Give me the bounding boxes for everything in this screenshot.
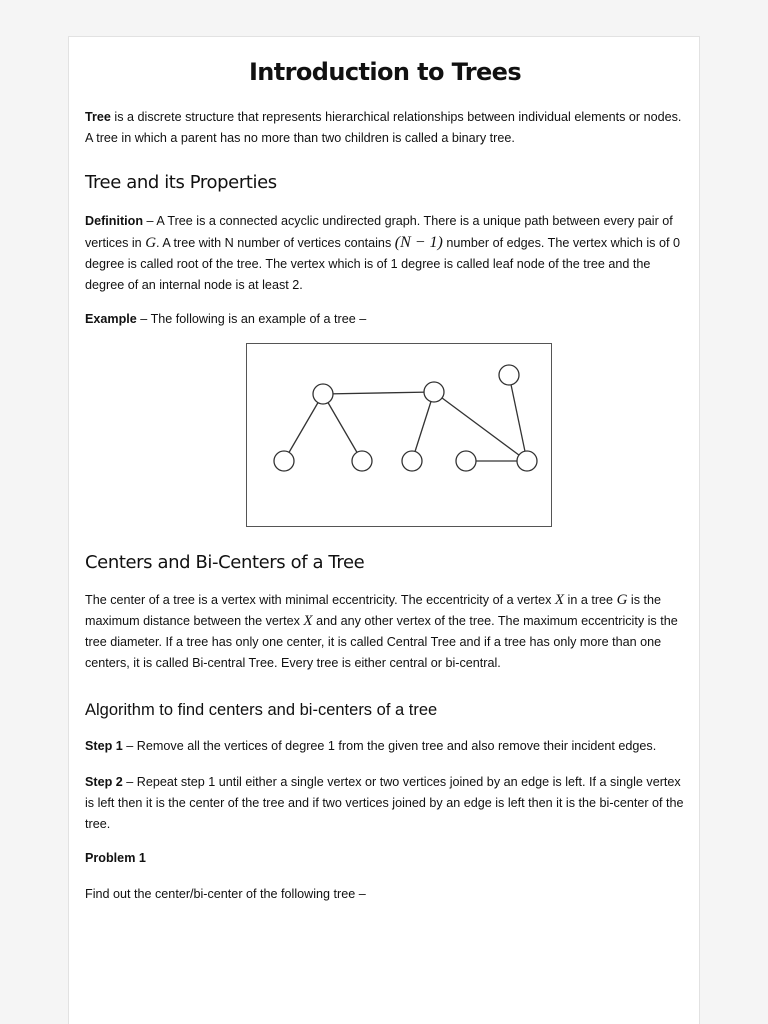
definition-text-2: . A tree with N number of vertices contains xyxy=(156,236,395,250)
centers-text-3: is the maximum distance between the vertex xyxy=(85,593,662,628)
tree-vertex xyxy=(402,451,422,471)
centers-paragraph xyxy=(85,590,685,674)
example-label: Example xyxy=(85,312,137,326)
example-text: – The following is an example of a tree – xyxy=(136,312,367,326)
step1-label: Step 1 xyxy=(85,739,123,753)
definition-text-3: number of edges. The vertex which is of 0 degree is called root of the tree. The vertex which is of 1 degree is called leaf node of the tree and the degree of an internal node is at least 2. xyxy=(85,236,680,292)
problem-label-paragraph xyxy=(85,848,685,869)
problem-text-paragraph: Find out the center/bi-center of the following tree – xyxy=(85,887,366,901)
example-paragraph xyxy=(85,309,685,330)
section-heading-centers: Centers and Bi-Centers of a Tree xyxy=(85,552,365,573)
tree-diagram xyxy=(247,344,550,525)
tree-vertex xyxy=(352,451,372,471)
tree-vertex xyxy=(517,451,537,471)
tree-vertex xyxy=(499,365,519,385)
tree-edge xyxy=(412,392,434,461)
math-n-minus-1: (N − 1) xyxy=(394,234,443,251)
tree-vertex xyxy=(456,451,476,471)
tree-edge xyxy=(434,392,527,461)
centers-text-4: and any other vertex of the tree. The maximum eccentricity is the tree diameter. If a tree has only one center, it is called Central Tree and if a tree has only more than one centers, it is called Bi-central Tree. Every tree is either central or bi-central. xyxy=(85,614,678,670)
math-g-2: G xyxy=(616,592,628,608)
tree-edge xyxy=(509,375,527,461)
definition-label: Definition xyxy=(85,214,144,228)
problem-label: Problem 1 xyxy=(85,851,146,865)
tree-edge xyxy=(284,394,323,461)
tree-vertex xyxy=(274,451,294,471)
math-g: G xyxy=(145,235,157,251)
math-x: X xyxy=(554,592,565,608)
article-card xyxy=(68,36,700,1024)
math-x-2: X xyxy=(303,613,313,629)
tree-edge xyxy=(323,392,434,394)
tree-vertex xyxy=(424,382,444,402)
centers-text-1: The center of a tree is a vertex with minimal eccentricity. The eccentricity of a vertex xyxy=(85,593,555,607)
definition-text-1: – A Tree is a connected acyclic undirected graph. There is a unique path between every pair of vertices in xyxy=(85,214,673,250)
centers-text-2: in a tree xyxy=(564,593,617,607)
step2-text: – Repeat step 1 until either a single vertex or two vertices joined by an edge is left. If a single vertex is left then it is the center of the tree and if two vertices joined by an edge is left then it is the bi-center of the tree. xyxy=(85,775,684,831)
page-title: Introduction to Trees xyxy=(248,58,522,86)
tree-vertices xyxy=(274,365,537,471)
section-heading-tree-properties: Tree and its Properties xyxy=(85,172,277,193)
step2-paragraph xyxy=(85,772,685,835)
tree-edge xyxy=(323,394,362,461)
tree-vertex xyxy=(313,384,333,404)
step2-label: Step 2 xyxy=(85,775,123,789)
tree-example-figure xyxy=(246,343,552,527)
section-heading-algorithm: Algorithm to find centers and bi-centers of a tree xyxy=(85,701,438,719)
intro-bold-term: Tree xyxy=(85,110,111,124)
step1-text: – Remove all the vertices of degree 1 from the given tree and also remove their incident edges. xyxy=(122,739,657,753)
intro-paragraph xyxy=(85,107,685,149)
intro-text: is a discrete structure that represents hierarchical relationships between individual elements or nodes. A tree in which a parent has no more than two children is called a binary tree. xyxy=(85,110,682,145)
definition-paragraph xyxy=(85,211,685,296)
step1-paragraph xyxy=(85,736,685,757)
